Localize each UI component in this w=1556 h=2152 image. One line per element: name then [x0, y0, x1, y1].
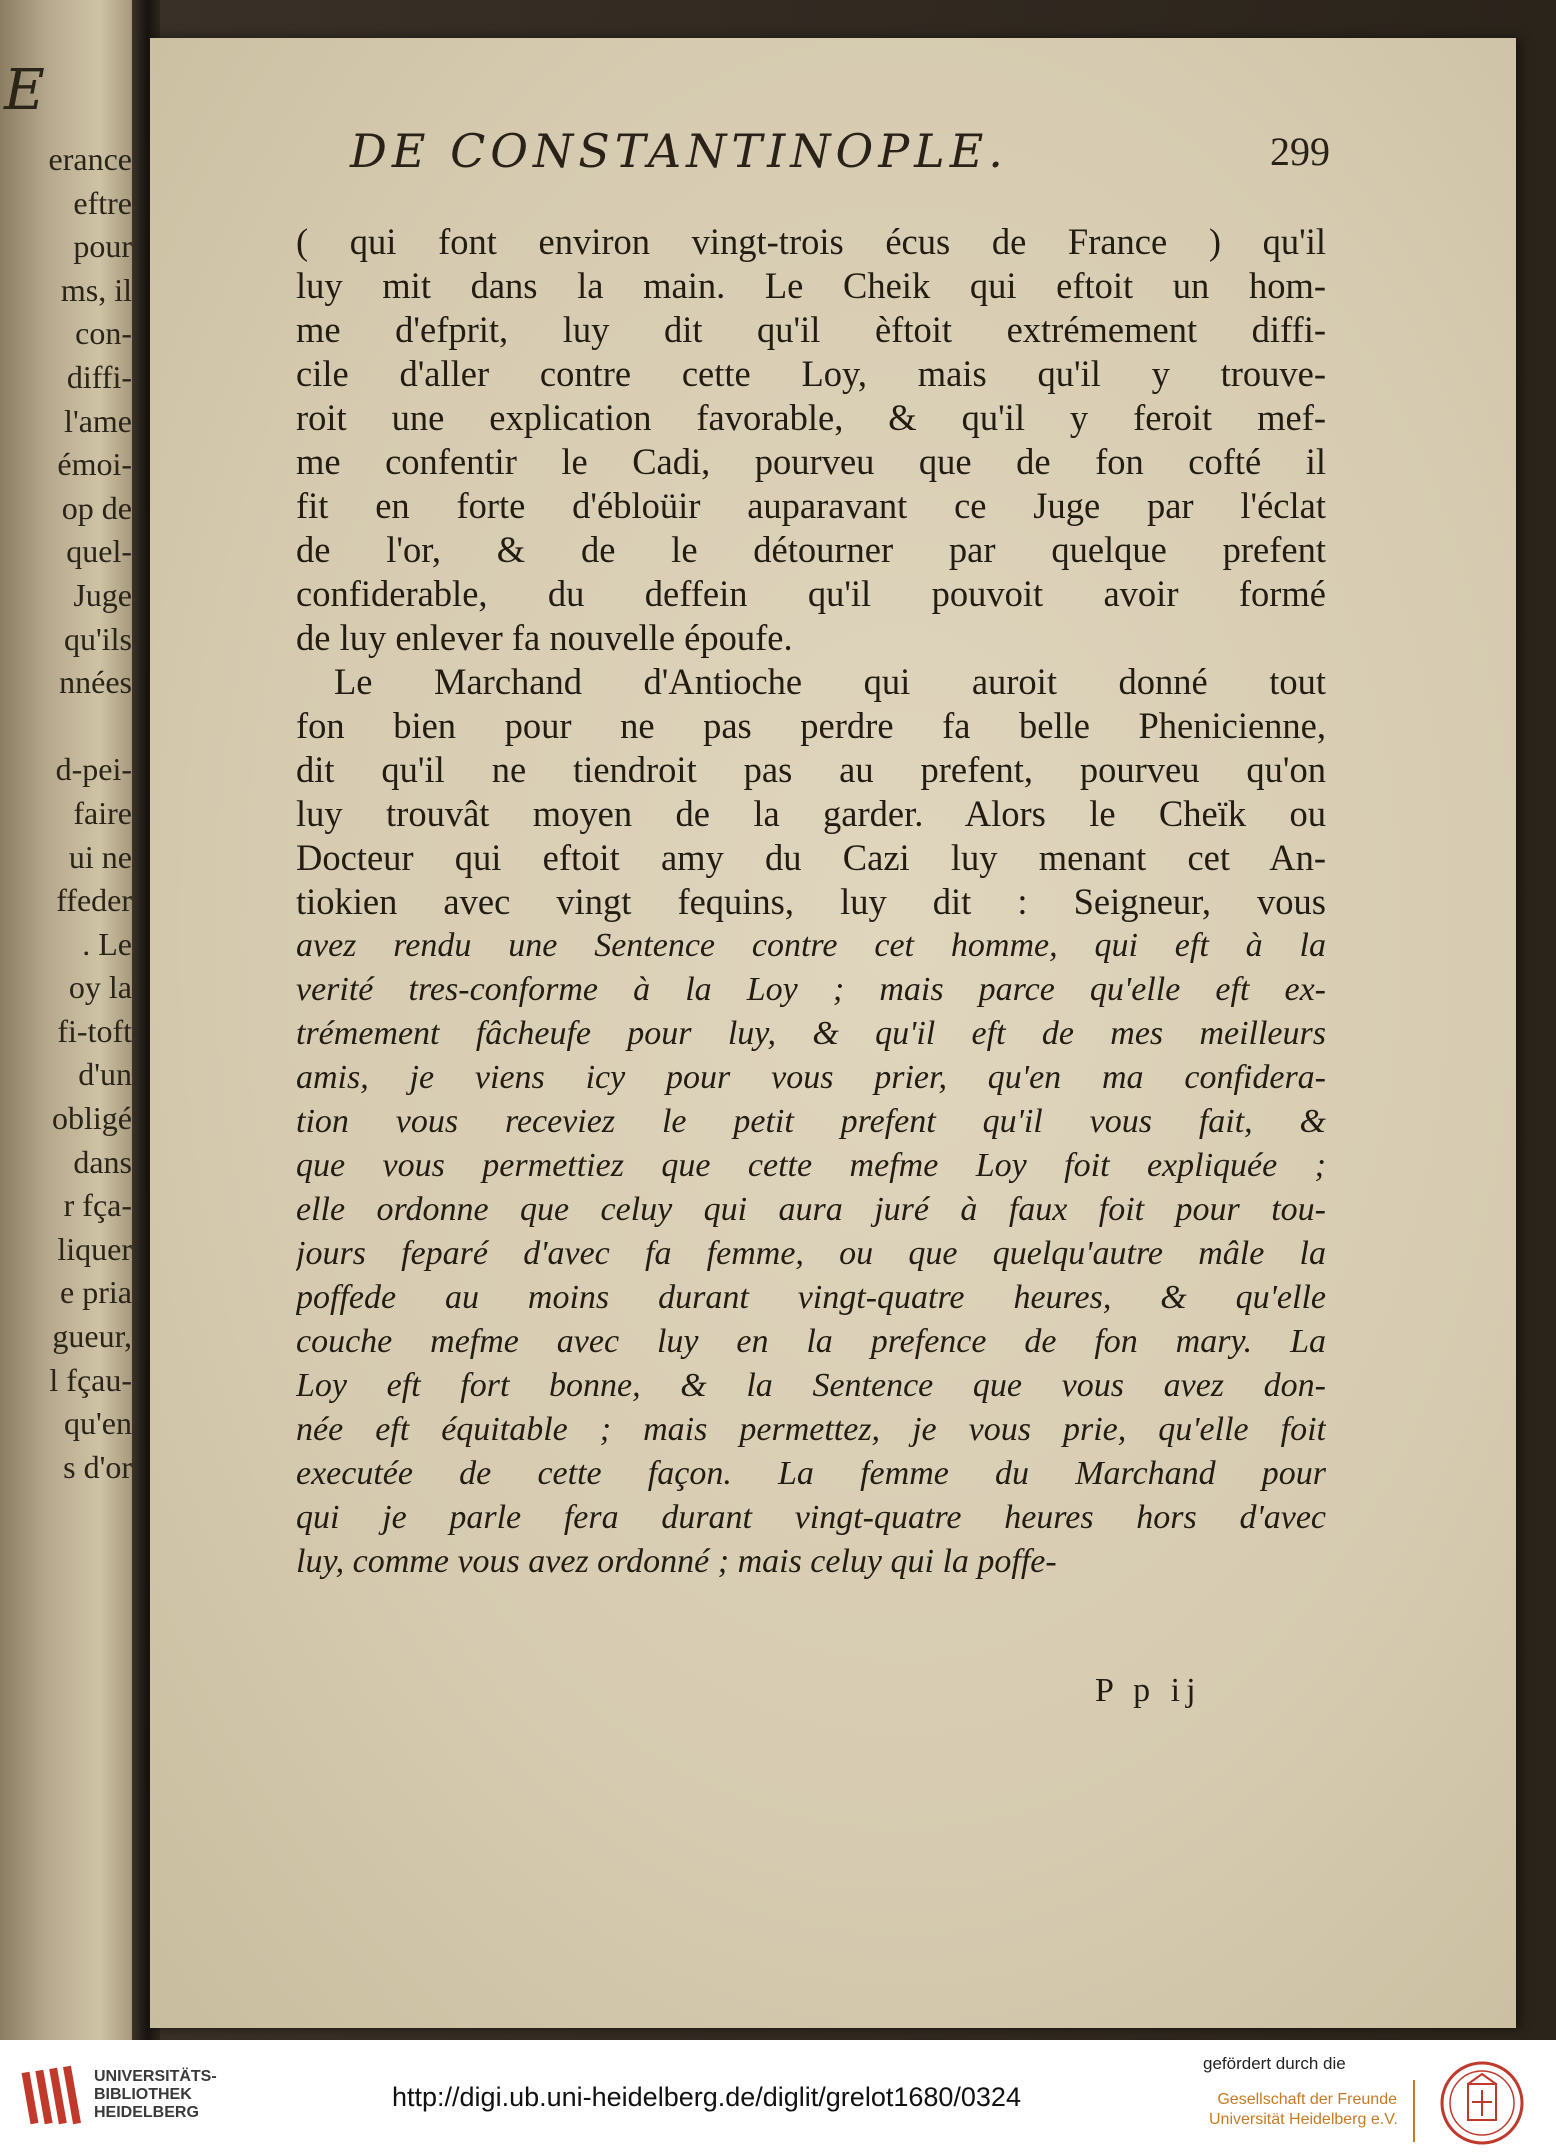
- sponsor-label: gefördert durch die: [1203, 2054, 1346, 2073]
- left-page-line: pour: [73, 228, 132, 265]
- text-line: me confentir le Cadi, pourveu que de fon cofté il: [296, 441, 1326, 482]
- text-line: que vous permettiez que cette mefme Loy foit expliquée ;: [296, 1147, 1326, 1184]
- library-name-line: UNIVERSITÄTS-: [94, 2068, 217, 2085]
- running-title: DE CONSTANTINOPLE.: [350, 124, 1008, 178]
- text-line: fon bien pour ne pas perdre fa belle Phenicienne,: [296, 705, 1326, 746]
- footer-divider: [1413, 2080, 1415, 2142]
- text-line: me d'efprit, luy dit qu'il èftoit extrémement diffi-: [296, 309, 1326, 350]
- text-line: luy, comme vous avez ordonné ; mais celuy qui la poffe-: [296, 1543, 1057, 1580]
- text-line: verité tres-conforme à la Loy ; mais parce qu'elle eft ex-: [296, 971, 1326, 1008]
- left-page-line: Juge: [73, 576, 132, 613]
- left-page-line: quel-: [66, 533, 132, 570]
- left-page-line: s d'or: [63, 1448, 132, 1485]
- left-page-edge: [0, 0, 142, 2040]
- left-page-line: ffeder: [56, 882, 132, 919]
- university-seal-icon: [1432, 2060, 1532, 2146]
- left-page-line: l'ame: [64, 402, 132, 439]
- text-line: de l'or, & de le détourner par quelque prefent: [296, 529, 1326, 570]
- left-page-line: émoi-: [57, 446, 132, 483]
- text-line: fit en forte d'ébloüir auparavant ce Juge par l'éclat: [296, 485, 1326, 526]
- left-page-line: eftre: [73, 184, 132, 221]
- left-page-line: . Le: [82, 925, 132, 962]
- text-line: amis, je viens icy pour vous prier, qu'en ma confidera-: [296, 1059, 1326, 1096]
- left-page-line: faire: [73, 794, 132, 831]
- text-line: roit une explication favorable, & qu'il y feroit mef-: [296, 397, 1326, 438]
- left-page-line: r fça-: [63, 1187, 132, 1224]
- left-page-line: d-pei-: [55, 751, 132, 788]
- left-page-header-fragment: E: [4, 58, 45, 123]
- left-page-line: dans: [73, 1143, 132, 1180]
- left-page-line: diffi-: [66, 358, 132, 395]
- library-name-line: BIBLIOTHEK: [94, 2086, 192, 2103]
- page-number: 299: [1270, 129, 1330, 174]
- left-page-line: fi-toft: [57, 1012, 132, 1049]
- university-library-name: [94, 2068, 217, 2122]
- left-page-line: oy la: [68, 969, 132, 1006]
- text-line: Le Marchand d'Antioche qui auroit donné tout: [334, 661, 1326, 702]
- left-page-line: e pria: [60, 1274, 132, 1311]
- text-line: ( qui font environ vingt-trois écus de France ) qu'il: [296, 221, 1326, 262]
- sponsor-name-line: Gesellschaft der Freunde: [1217, 2091, 1397, 2108]
- text-line: de luy enlever fa nouvelle époufe.: [296, 617, 793, 658]
- text-line: tion vous receviez le petit prefent qu'il vous fait, &: [296, 1103, 1326, 1140]
- signature-mark: P p ij: [1095, 1672, 1202, 1709]
- text-line: confiderable, du deffein qu'il pouvoit avoir formé: [296, 573, 1326, 614]
- text-line: luy trouvât moyen de la garder. Alors le Cheïk ou: [296, 793, 1326, 834]
- left-page-line: ms, il: [60, 271, 132, 308]
- text-line: Loy eft fort bonne, & la Sentence que vous avez don-: [296, 1367, 1326, 1404]
- sponsor-name: [1209, 2090, 1397, 2130]
- university-library-logo-icon: [20, 2062, 84, 2132]
- left-page-line: [0, 705, 142, 749]
- left-page-line: d'un: [78, 1056, 132, 1093]
- library-name-line: HEIDELBERG: [94, 2104, 199, 2121]
- page-body-text: [296, 220, 1326, 1584]
- text-line: cile d'aller contre cette Loy, mais qu'il y trouve-: [296, 353, 1326, 394]
- left-page-line: qu'ils: [64, 620, 132, 657]
- text-line: avez rendu une Sentence contre cet homme, qui eft à la: [296, 927, 1326, 964]
- left-page-line: erance: [48, 141, 132, 177]
- permalink-url[interactable]: http://digi.ub.uni-heidelberg.de/diglit/grelot1680/0324: [392, 2082, 1021, 2112]
- left-page-line: op de: [61, 489, 132, 526]
- text-line: tiokien avec vingt fequins, luy dit : Seigneur, vous: [296, 881, 1326, 922]
- left-page-line: ui ne: [68, 838, 132, 875]
- text-line: Docteur qui eftoit amy du Cazi luy menant cet An-: [296, 837, 1326, 878]
- text-line: elle ordonne que celuy qui aura juré à faux foit pour tou-: [296, 1191, 1326, 1228]
- text-line: jours feparé d'avec fa femme, ou que quelqu'autre mâle la: [296, 1235, 1326, 1272]
- text-line: poffede au moins durant vingt-quatre heures, & qu'elle: [296, 1279, 1326, 1316]
- left-page-line: liquer: [57, 1230, 132, 1267]
- left-page-line: qu'en: [64, 1405, 132, 1442]
- page: [150, 38, 1516, 2028]
- text-line: née eft équitable ; mais permettez, je vous prie, qu'elle foit: [296, 1411, 1326, 1448]
- text-line: luy mit dans la main. Le Cheik qui eftoit un hom-: [296, 265, 1326, 306]
- text-line: couche mefme avec luy en la prefence de fon mary. La: [296, 1323, 1326, 1360]
- footer-bar: [0, 2040, 1556, 2152]
- page-header: [350, 124, 1330, 194]
- text-line: dit qu'il ne tiendroit pas au prefent, pourveu qu'on: [296, 749, 1326, 790]
- left-page-line: l fçau-: [49, 1361, 132, 1398]
- text-line: qui je parle fera durant vingt-quatre heures hors d'avec: [296, 1499, 1326, 1536]
- left-page-line: nnées: [59, 664, 132, 701]
- text-line: executée de cette façon. La femme du Marchand pour: [296, 1455, 1326, 1492]
- left-page-line: obligé: [52, 1100, 132, 1137]
- text-line: trémement fâcheufe pour luy, & qu'il eft de mes meilleurs: [296, 1015, 1326, 1052]
- left-page-line: gueur,: [52, 1318, 132, 1355]
- sponsor-name-line: Universität Heidelberg e.V.: [1209, 2111, 1398, 2128]
- left-page-text: [0, 138, 142, 1489]
- left-page-line: con-: [75, 315, 132, 352]
